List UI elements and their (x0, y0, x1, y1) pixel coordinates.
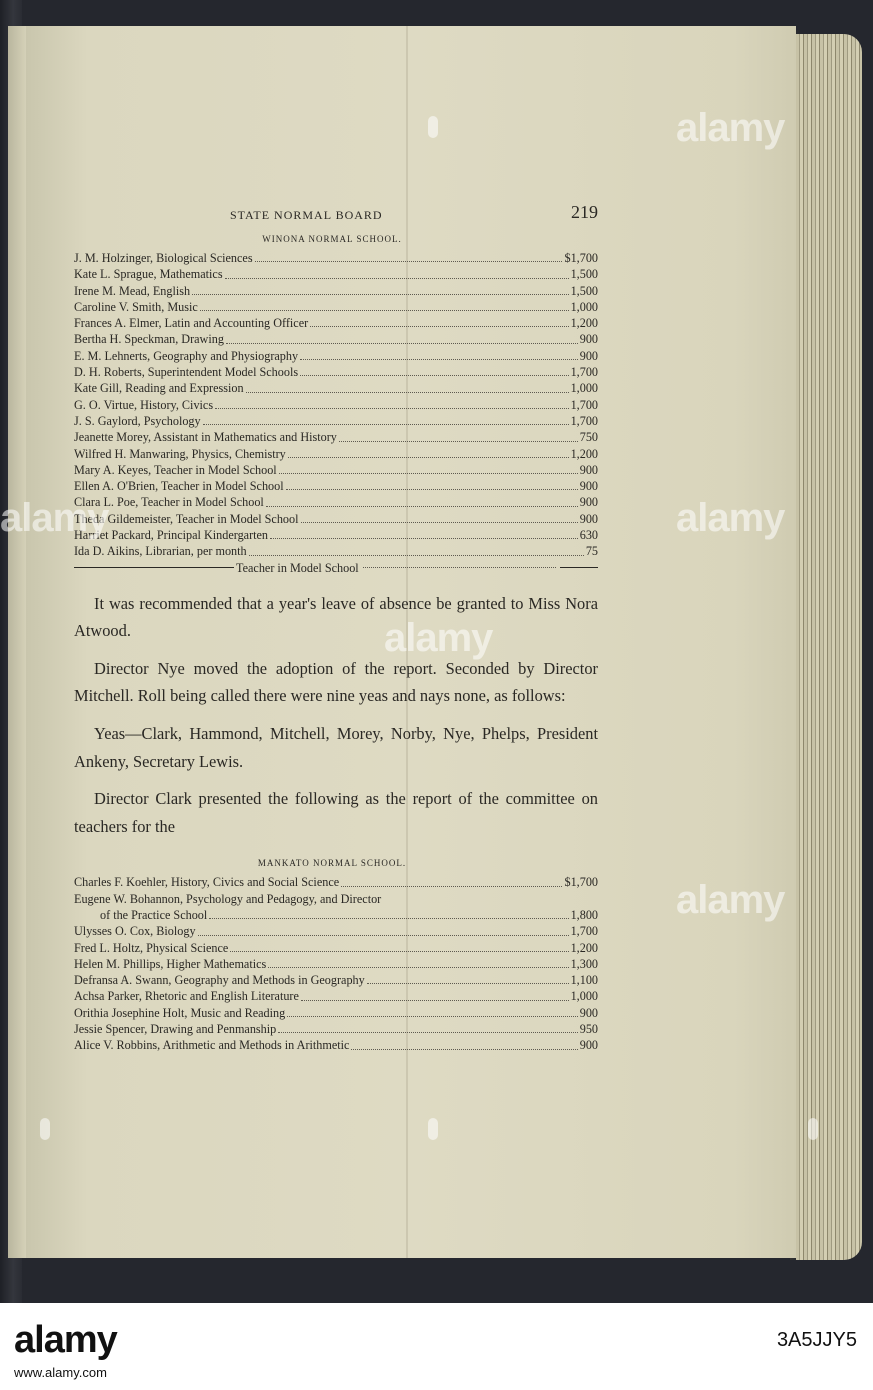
dot-leader (301, 522, 578, 523)
running-title: STATE NORMAL BOARD (230, 208, 383, 222)
salary-entry (74, 364, 598, 380)
paragraph: Director Nye moved the adoption of the report. Seconded by Director Mitchell. Roll being called there were nine yeas and nays none, as follows: (74, 658, 598, 706)
entry-name: Clara L. Poe, Teacher in Model School (74, 495, 264, 510)
salary-entry (74, 940, 598, 956)
salary-entry (74, 511, 598, 527)
entry-amount: 1,700 (570, 413, 598, 428)
salary-entry (74, 1005, 598, 1021)
dot-leader (286, 489, 578, 490)
entry-amount: 1,700 (570, 924, 598, 939)
entry-amount: 1,200 (570, 940, 598, 955)
salary-entry (74, 527, 598, 543)
entry-name: Fred L. Holtz, Physical Science (74, 940, 229, 955)
entry-name: Wilfred H. Manwaring, Physics, Chemistry (74, 446, 286, 461)
salary-entry (74, 299, 598, 315)
entry-name: Harriet Packard, Principal Kindergarten (74, 528, 269, 543)
salary-entry (74, 429, 598, 445)
entry-amount: $1,700 (564, 875, 598, 890)
entry-name: Ulysses O. Cox, Biology (74, 924, 196, 939)
salary-entry (74, 891, 598, 907)
watermark: alamy (676, 878, 785, 922)
entry-amount: 1,000 (570, 381, 598, 396)
entry-amount: 1,100 (570, 973, 598, 988)
salary-entry (74, 266, 598, 282)
salary-entry (74, 1021, 598, 1037)
entry-name: Defransa A. Swann, Geography and Methods in Geography (74, 973, 365, 988)
dot-leader (266, 506, 578, 507)
dot-leader (351, 1049, 577, 1050)
entry-name: Orithia Josephine Holt, Music and Reading (74, 1005, 286, 1020)
dot-leader (226, 343, 578, 344)
salary-entry (74, 446, 598, 462)
entry-amount: 900 (579, 462, 598, 477)
entry-name: Alice V. Robbins, Arithmetic and Methods in Arithmetic (74, 1038, 350, 1053)
vacancy-line (74, 560, 598, 576)
entry-amount: 1,700 (570, 365, 598, 380)
entry-name: Theda Gildemeister, Teacher in Model School (74, 511, 299, 526)
salary-entry (74, 380, 598, 396)
paragraph: Director Clark presented the following as the report of the committee on teachers for the (74, 789, 598, 836)
vacancy-amount-dash (560, 567, 598, 568)
dot-leader (203, 424, 569, 425)
mankato-heading: MANKATO NORMAL SCHOOL. (257, 858, 407, 869)
entry-amount: 900 (579, 348, 598, 363)
winona-salary-list (74, 250, 598, 560)
dot-leader (209, 918, 568, 919)
watermark-mark (428, 1118, 438, 1140)
entry-amount: 1,200 (570, 316, 598, 331)
running-head (48, 186, 600, 220)
salary-entry (74, 907, 598, 923)
entry-name: Mary A. Keyes, Teacher in Model School (74, 462, 277, 477)
dot-leader (192, 294, 568, 295)
salary-entry (74, 494, 598, 510)
entry-name: Ida D. Aikins, Librarian, per month (74, 544, 247, 559)
winona-heading: WINONA NORMAL SCHOOL. (262, 234, 402, 244)
entry-amount: 1,500 (570, 267, 598, 282)
vacancy-dash (74, 567, 234, 568)
dot-leader (300, 375, 568, 376)
entry-name: Frances A. Elmer, Latin and Accounting Officer (74, 316, 309, 331)
entry-name: Jeanette Morey, Assistant in Mathematics and History (74, 430, 337, 445)
salary-entry (74, 478, 598, 494)
salary-entry (74, 283, 598, 299)
entry-amount: 1,000 (570, 299, 598, 314)
dot-leader (270, 538, 578, 539)
watermark-mark (428, 116, 438, 138)
entry-name: Bertha H. Speckman, Drawing (74, 332, 224, 347)
salary-entry (74, 397, 598, 413)
dot-leader (279, 473, 578, 474)
winona-vacancy (74, 560, 598, 576)
watermark: alamy (676, 496, 785, 540)
entry-name: J. S. Gaylord, Psychology (74, 413, 201, 428)
salary-entry (74, 315, 598, 331)
salary-entry (74, 1037, 598, 1053)
watermark-mark (40, 1118, 50, 1140)
dot-leader (339, 441, 578, 442)
dot-leader (255, 261, 563, 262)
facing-page-edge (8, 26, 27, 1258)
entry-amount: 1,500 (570, 283, 598, 298)
entry-amount: 900 (579, 1038, 598, 1053)
page-number: 219 (571, 202, 598, 222)
vacancy-leader (363, 567, 556, 568)
salary-entry (74, 923, 598, 939)
dot-leader (301, 1000, 569, 1001)
entry-amount: 900 (579, 511, 598, 526)
stock-footer (0, 1303, 873, 1390)
salary-entry (74, 543, 598, 559)
dot-leader (246, 392, 569, 393)
salary-entry (74, 250, 598, 266)
entry-amount: $1,700 (564, 251, 598, 265)
dot-leader (367, 983, 569, 984)
entry-name: Charles F. Koehler, History, Civics and Social Science (74, 875, 340, 890)
entry-name: Helen M. Phillips, Higher Mathematics (74, 956, 267, 971)
dot-leader (287, 1016, 578, 1017)
dot-leader (215, 408, 569, 409)
dot-leader (249, 555, 584, 556)
vacancy-label: Teacher in Model School (236, 560, 359, 575)
entry-amount: 1,800 (570, 907, 598, 922)
watermark-mark (808, 1118, 818, 1140)
dot-leader (278, 1032, 577, 1033)
paragraph: It was recommended that a year's leave of absence be granted to Miss Nora Atwood. (74, 593, 598, 641)
salary-entry (74, 348, 598, 364)
entry-amount: 630 (579, 528, 598, 543)
entry-name: E. M. Lehnerts, Geography and Physiography (74, 348, 299, 363)
entry-amount: 1,300 (570, 956, 598, 971)
dot-leader (268, 967, 568, 968)
image-code: 3A5JJY5 (776, 1329, 857, 1351)
entry-name: Kate Gill, Reading and Expression (74, 381, 244, 396)
entry-amount: 1,700 (570, 397, 598, 412)
watermark: alamy (676, 106, 785, 150)
dot-leader (300, 359, 578, 360)
entry-name: Irene M. Mead, English (74, 283, 191, 298)
dot-leader (310, 326, 568, 327)
alamy-logo: alamy (14, 1319, 117, 1361)
entry-amount: 900 (579, 495, 598, 510)
watermark: alamy (0, 496, 109, 540)
watermark: alamy (384, 616, 493, 660)
dot-leader (200, 310, 569, 311)
entry-amount: 900 (579, 479, 598, 494)
entry-name: Caroline V. Smith, Music (74, 299, 198, 314)
dot-leader (198, 935, 569, 936)
salary-entry (74, 331, 598, 347)
salary-entry (74, 988, 598, 1004)
entry-name: Kate L. Sprague, Mathematics (74, 267, 223, 282)
entry-amount: 1,200 (570, 446, 598, 461)
entry-name: G. O. Virtue, History, Civics (74, 397, 214, 412)
salary-entry (74, 413, 598, 429)
salary-entry (74, 972, 598, 988)
entry-amount: 950 (579, 1022, 598, 1037)
dot-leader (225, 278, 569, 279)
page-edges (796, 34, 862, 1260)
salary-entry (74, 874, 598, 890)
entry-amount: 900 (579, 332, 598, 347)
dot-leader (288, 457, 569, 458)
entry-amount: 1,000 (570, 989, 598, 1004)
entry-amount: 75 (585, 544, 598, 559)
entry-name: Eugene W. Bohannon, Psychology and Pedagogy, and Director (74, 891, 382, 906)
entry-name: of the Practice School (100, 907, 208, 922)
dot-leader (341, 886, 562, 887)
entry-name: Achsa Parker, Rhetoric and English Literature (74, 989, 299, 1004)
paragraph: Yeas—Clark, Hammond, Mitchell, Morey, Norby, Nye, Phelps, President Ankeny, Secretary Lewis. (74, 724, 598, 771)
page-content (48, 186, 600, 1054)
entry-name: J. M. Holzinger, Biological Sciences (74, 251, 253, 265)
entry-amount: 900 (579, 1005, 598, 1020)
dot-leader (230, 951, 568, 952)
entry-amount: 750 (579, 430, 598, 445)
mankato-salary-list (74, 874, 598, 1053)
entry-name: D. H. Roberts, Superintendent Model Schools (74, 365, 299, 380)
salary-entry (74, 462, 598, 478)
entry-name: Jessie Spencer, Drawing and Penmanship (74, 1022, 277, 1037)
site-url: www.alamy.com (14, 1365, 107, 1380)
entry-name: Ellen A. O'Brien, Teacher in Model School (74, 479, 284, 494)
salary-entry (74, 956, 598, 972)
